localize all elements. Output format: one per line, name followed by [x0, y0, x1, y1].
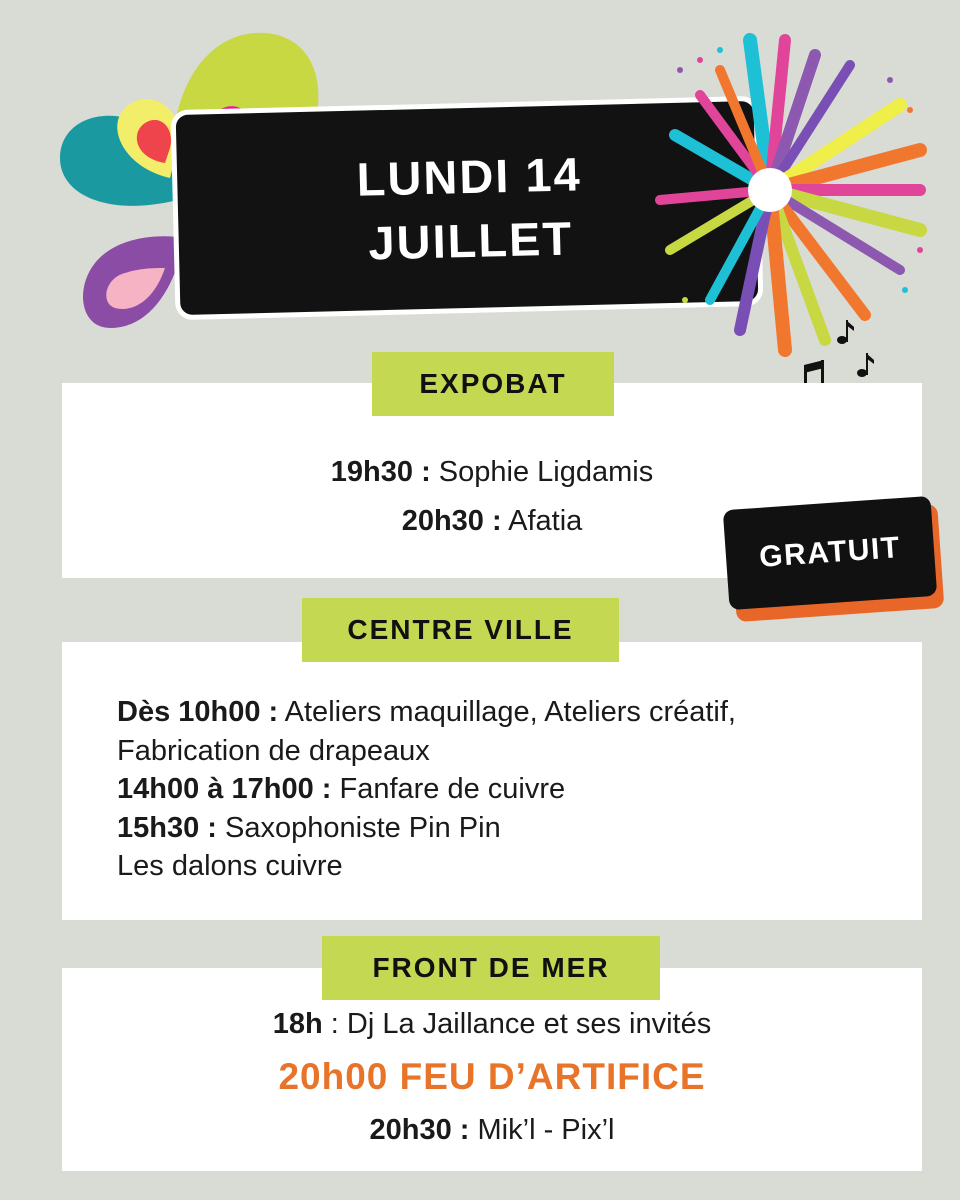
schedule-line	[62, 448, 922, 496]
section-label-front-de-mer: FRONT DE MER	[322, 936, 660, 1000]
free-badge: GRATUIT	[723, 496, 937, 610]
section-label-centre-ville: CENTRE VILLE	[302, 598, 619, 662]
schedule-time: 18h	[272, 1008, 323, 1040]
schedule-time: 19h30 :	[330, 456, 431, 488]
schedule-time: Dès 10h00 :	[117, 696, 279, 728]
schedule-line	[62, 1000, 922, 1048]
schedule-line	[117, 693, 897, 732]
fireworks-highlight: 20h00 FEU D’ARTIFICE	[278, 1056, 706, 1097]
schedule-text: Fabrication de drapeaux	[117, 734, 430, 767]
schedule-line	[117, 770, 897, 809]
schedule-line	[62, 1106, 922, 1154]
schedule-text: Sophie Ligdamis	[430, 456, 654, 488]
schedule-text: Saxophoniste Pin Pin	[216, 811, 501, 844]
schedule-text: Mik’l - Pix’l	[469, 1114, 615, 1146]
schedule-text: : Dj La Jaillance et ses invités	[322, 1008, 712, 1040]
schedule-time: 14h00 à 17h00 :	[117, 773, 332, 805]
page-title	[268, 140, 671, 278]
title-line-2: JUILLET	[367, 211, 574, 270]
section-label-expobat: EXPOBAT	[372, 352, 614, 416]
schedule-text: Afatia	[501, 505, 583, 537]
schedule-line	[117, 809, 897, 848]
schedule-text: Ateliers maquillage, Ateliers créatif,	[278, 696, 736, 728]
schedule-text: Fanfare de cuivre	[331, 773, 566, 805]
schedule-time: 20h30 :	[369, 1114, 470, 1146]
schedule-line	[117, 847, 897, 886]
schedule-time: 15h30 :	[117, 811, 217, 844]
schedule-time: 20h30 :	[401, 505, 502, 537]
title-line-1: LUNDI 14	[356, 147, 583, 206]
schedule-line	[117, 732, 897, 771]
schedule-text: Les dalons cuivre	[117, 850, 343, 882]
centre-ville-schedule	[117, 693, 897, 886]
